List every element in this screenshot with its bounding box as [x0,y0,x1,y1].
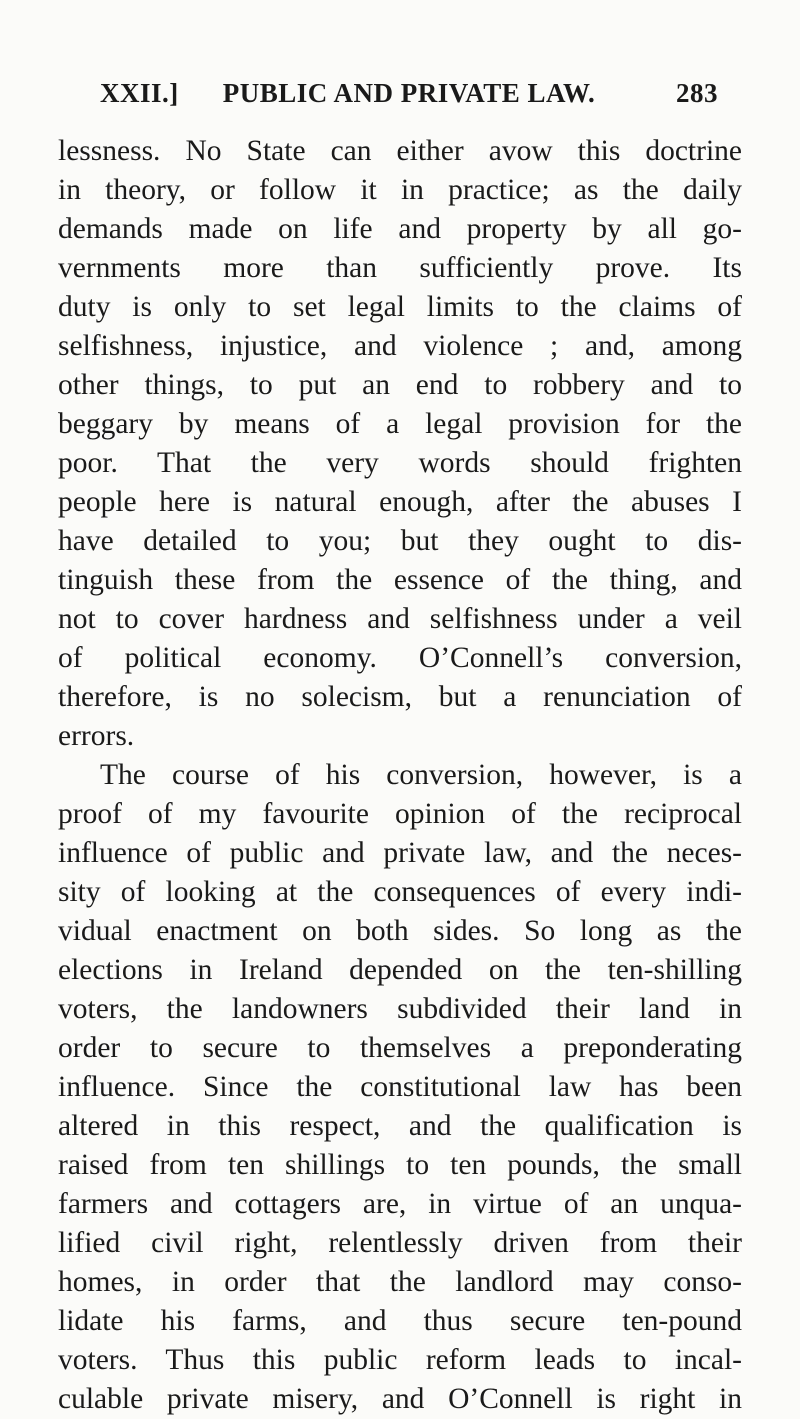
text-line: raised from ten shillings to ten pounds, the small [58,1149,742,1181]
text-line: other things, to put an end to robbery and to [58,369,742,401]
text-line: of political economy. O’Connell’s conversion, [58,642,742,674]
text-line: The course of his conversion, however, is a [100,759,742,791]
text-line: homes, in order that the landlord may conso- [58,1266,742,1298]
text-line: in theory, or follow it in practice; as the daily [58,174,742,206]
text-line: voters. Thus this public reform leads to incal- [58,1344,742,1376]
body-text [58,132,742,1419]
text-line: therefore, is no solecism, but a renunciation of [58,681,742,713]
paragraph [58,132,742,756]
text-line: culable private misery, and O’Connell is right in [58,1383,742,1415]
text-line: farmers and cottagers are, in virtue of an unqua- [58,1188,742,1220]
text-line: vidual enactment on both sides. So long as the [58,915,742,947]
text-line: poor. That the very words should frighten [58,447,742,479]
running-title: PUBLIC AND PRIVATE LAW. [222,78,596,108]
text-line: lessness. No State can either avow this doctrine [58,135,742,167]
paragraph [58,756,742,1419]
text-line: people here is natural enough, after the abuses I [58,486,742,518]
text-line: influence of public and private law, and the neces- [58,837,742,869]
text-line: voters, the landowners subdivided their land in [58,993,742,1025]
text-line: not to cover hardness and selfishness under a veil [58,603,742,635]
text-line: errors. [58,720,135,752]
chapter-number: XXII.] [100,78,179,108]
text-line: tinguish these from the essence of the thing, and [58,564,742,596]
text-line: lidate his farms, and thus secure ten-pound [58,1305,742,1337]
text-line: influence. Since the constitutional law has been [58,1071,742,1103]
text-line: elections in Ireland depended on the ten-shilling [58,954,742,986]
text-line: duty is only to set legal limits to the claims of [58,291,742,323]
text-line: proof of my favourite opinion of the reciprocal [58,798,742,830]
running-header [100,78,718,118]
text-line: demands made on life and property by all go- [58,213,742,245]
text-line: lified civil right, relentlessly driven from their [58,1227,742,1259]
text-line: have detailed to you; but they ought to dis- [58,525,742,557]
text-line: selfishness, injustice, and violence ; and, among [58,330,742,362]
page-number: 283 [676,78,718,108]
text-line: beggary by means of a legal provision for the [58,408,742,440]
text-line: sity of looking at the consequences of every indi- [58,876,742,908]
text-line: altered in this respect, and the qualification is [58,1110,742,1142]
text-line: vernments more than sufficiently prove. Its [58,252,742,284]
text-line: order to secure to themselves a preponderating [58,1032,742,1064]
